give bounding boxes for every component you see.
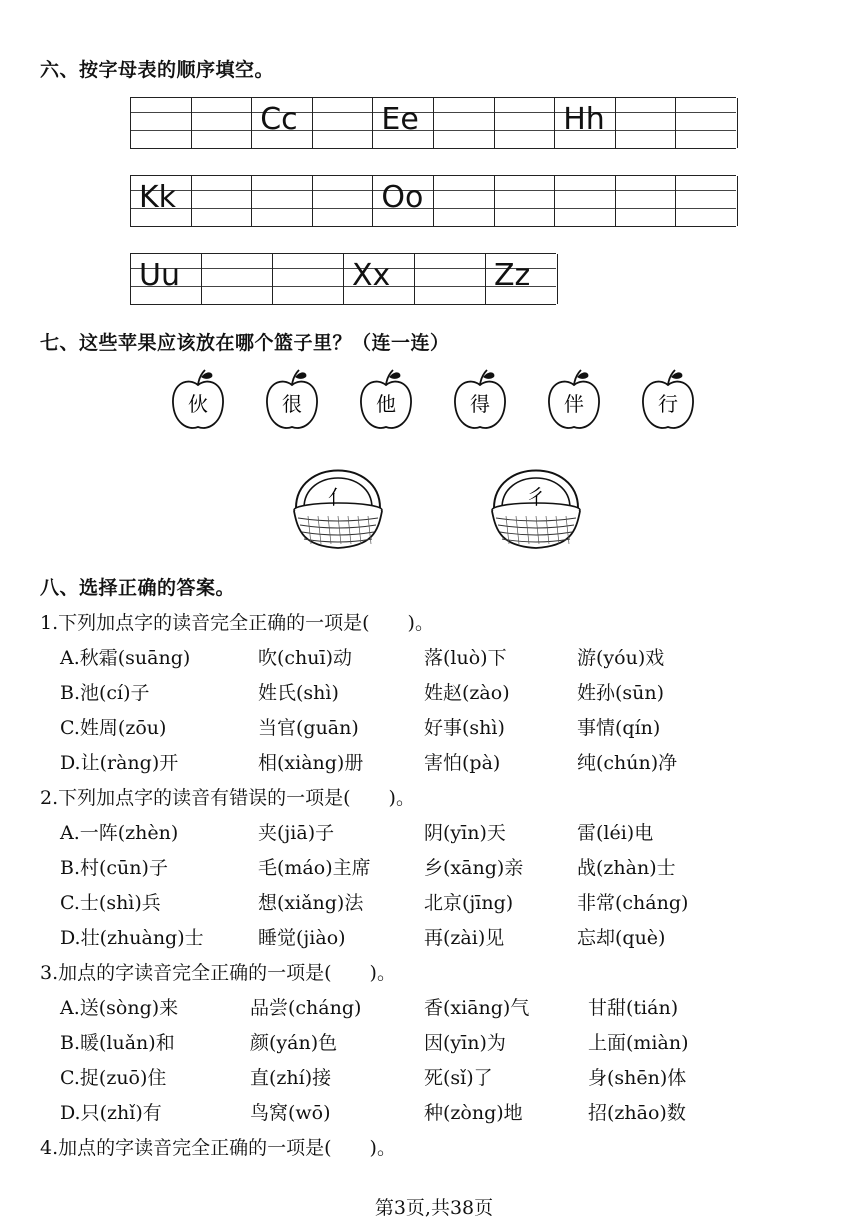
- writing-cell[interactable]: [433, 176, 495, 226]
- writing-cell[interactable]: [312, 98, 374, 148]
- apple-character: 很: [282, 392, 302, 416]
- writing-cell[interactable]: [251, 98, 313, 148]
- apple-character: 得: [470, 392, 490, 416]
- writing-cell[interactable]: [615, 98, 677, 148]
- writing-cell[interactable]: [414, 254, 486, 304]
- option-word: 当官(guān): [258, 717, 359, 739]
- question-stem: 4.加点的字读音完全正确的一项是( )。: [40, 1137, 396, 1159]
- alphabet-letter: Cc: [260, 102, 298, 137]
- answer-option[interactable]: B.池(cí)子: [60, 682, 150, 704]
- answer-option[interactable]: D.只(zhǐ)有: [60, 1102, 162, 1124]
- option-word: 北京(jīng): [424, 892, 514, 914]
- apple-card[interactable]: [267, 370, 317, 428]
- writing-cell[interactable]: [372, 176, 434, 226]
- apple-card[interactable]: [549, 370, 599, 428]
- option-word: 事情(qín): [577, 717, 661, 739]
- apple-character: 他: [376, 392, 396, 416]
- option-word: 阴(yīn)天: [424, 822, 506, 844]
- option-word: 战(zhàn)士: [577, 857, 676, 879]
- alphabet-letter: Xx: [352, 258, 391, 293]
- answer-option[interactable]: A.送(sòng)来: [60, 997, 179, 1019]
- writing-row: [130, 253, 556, 305]
- alphabet-letter: Oo: [381, 180, 424, 215]
- writing-row: [130, 97, 736, 149]
- basket-radical: 亻: [328, 485, 348, 509]
- writing-cell[interactable]: [494, 176, 556, 226]
- writing-cell[interactable]: [494, 98, 556, 148]
- question-stem: 1.下列加点字的读音完全正确的一项是( )。: [40, 612, 434, 634]
- writing-cell[interactable]: [130, 98, 192, 148]
- option-word: 鸟窝(wō): [250, 1102, 331, 1124]
- option-word: 乡(xāng)亲: [424, 857, 524, 879]
- apple-card[interactable]: [455, 370, 505, 428]
- option-word: 品尝(cháng): [250, 997, 362, 1019]
- option-word: 直(zhí)接: [250, 1067, 332, 1089]
- option-word: 姓氏(shì): [258, 682, 339, 704]
- section-6-title: 六、按字母表的顺序填空。: [40, 59, 275, 81]
- option-word: 上面(miàn): [588, 1032, 689, 1054]
- option-word: 死(sǐ)了: [424, 1067, 493, 1089]
- section-7-title: 七、这些苹果应该放在哪个篮子里？（连一连）: [40, 332, 450, 354]
- option-word: 非常(cháng): [577, 892, 689, 914]
- answer-option[interactable]: C.捉(zuō)住: [60, 1067, 167, 1089]
- apple-row: [160, 365, 720, 435]
- writing-cell[interactable]: [312, 176, 374, 226]
- apple-character: 伴: [564, 392, 584, 416]
- option-word: 忘却(què): [577, 927, 666, 949]
- writing-cell[interactable]: [130, 254, 202, 304]
- option-word: 招(zhāo)数: [588, 1102, 686, 1124]
- option-word: 颜(yán)色: [250, 1032, 338, 1054]
- question-stem: 2.下列加点字的读音有错误的一项是( )。: [40, 787, 415, 809]
- option-word: 吹(chuī)动: [258, 647, 353, 669]
- option-word: 毛(máo)主席: [258, 857, 371, 879]
- writing-cell[interactable]: [554, 98, 616, 148]
- writing-cell[interactable]: [372, 98, 434, 148]
- answer-option[interactable]: B.村(cūn)子: [60, 857, 168, 879]
- apple-card[interactable]: [361, 370, 411, 428]
- writing-cell[interactable]: [201, 254, 273, 304]
- option-word: 睡觉(jiào): [258, 927, 346, 949]
- writing-cell[interactable]: [433, 98, 495, 148]
- option-word: 种(zòng)地: [424, 1102, 523, 1124]
- option-word: 姓孙(sūn): [577, 682, 665, 704]
- option-word: 香(xiāng)气: [424, 997, 530, 1019]
- question-stem: 3.加点的字读音完全正确的一项是( )。: [40, 962, 396, 984]
- writing-cell[interactable]: [130, 176, 192, 226]
- writing-cell[interactable]: [343, 254, 415, 304]
- alphabet-letter: Zz: [494, 258, 531, 293]
- answer-option[interactable]: C.姓周(zōu): [60, 717, 167, 739]
- option-word: 姓赵(zào): [424, 682, 510, 704]
- page-footer: 第3页,共38页: [374, 1197, 494, 1219]
- apple-character: 行: [658, 392, 678, 416]
- section-8-title: 八、选择正确的答案。: [40, 577, 236, 599]
- writing-cell[interactable]: [485, 254, 558, 304]
- option-word: 相(xiàng)册: [258, 752, 364, 774]
- basket-icon[interactable]: [492, 471, 580, 549]
- apple-card[interactable]: [173, 370, 223, 428]
- option-word: 落(luò)下: [424, 647, 507, 669]
- alphabet-letter: Hh: [563, 102, 605, 137]
- option-word: 甘甜(tián): [588, 997, 679, 1019]
- answer-option[interactable]: D.壮(zhuàng)士: [60, 927, 204, 949]
- answer-option[interactable]: D.让(ràng)开: [60, 752, 179, 774]
- writing-cell[interactable]: [272, 254, 344, 304]
- writing-cell[interactable]: [675, 98, 738, 148]
- answer-option[interactable]: B.暖(luǎn)和: [60, 1032, 175, 1054]
- basket-icon[interactable]: [294, 471, 382, 549]
- option-word: 再(zài)见: [424, 927, 505, 949]
- option-word: 夹(jiā)子: [258, 822, 335, 844]
- writing-row: [130, 175, 736, 227]
- alphabet-letter: Ee: [381, 102, 419, 137]
- option-word: 游(yóu)戏: [577, 647, 665, 669]
- apple-character: 伙: [188, 392, 208, 416]
- option-word: 身(shēn)体: [588, 1067, 687, 1089]
- writing-cell[interactable]: [554, 176, 616, 226]
- answer-option[interactable]: A.一阵(zhèn): [60, 822, 179, 844]
- basket-radical: 彳: [526, 485, 546, 509]
- answer-option[interactable]: A.秋霜(suāng): [60, 647, 191, 669]
- option-word: 因(yīn)为: [424, 1032, 506, 1054]
- answer-option[interactable]: C.士(shì)兵: [60, 892, 161, 914]
- option-word: 好事(shì): [424, 717, 505, 739]
- basket-row: [288, 458, 588, 558]
- writing-cell[interactable]: [675, 176, 738, 226]
- writing-cell[interactable]: [191, 98, 253, 148]
- option-word: 想(xiǎng)法: [258, 892, 364, 914]
- writing-cell[interactable]: [615, 176, 677, 226]
- apple-card[interactable]: [643, 370, 693, 428]
- writing-cell[interactable]: [191, 176, 253, 226]
- option-word: 纯(chún)净: [577, 752, 678, 774]
- alphabet-letter: Kk: [139, 180, 177, 215]
- option-word: 害怕(pà): [424, 752, 501, 774]
- alphabet-letter: Uu: [139, 258, 180, 293]
- writing-cell[interactable]: [251, 176, 313, 226]
- option-word: 雷(léi)电: [577, 822, 654, 844]
